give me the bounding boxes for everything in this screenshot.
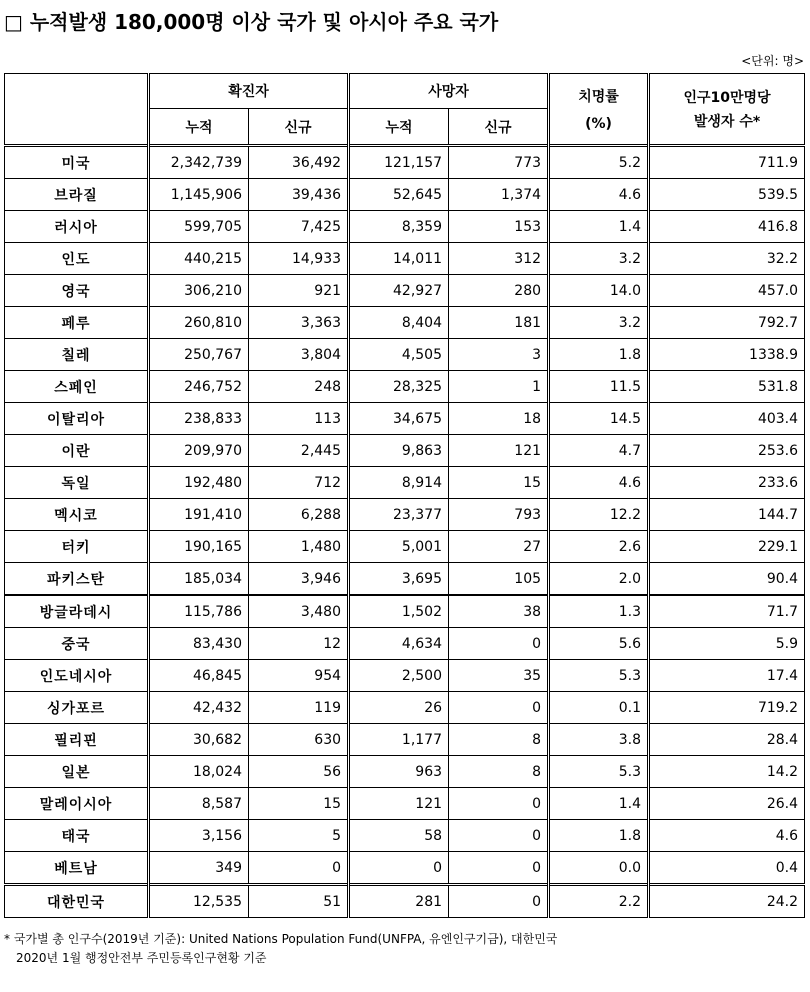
confirmed-cumulative-cell: 8,587 bbox=[149, 788, 249, 820]
deaths-cumulative-cell: 58 bbox=[349, 820, 449, 852]
deaths-new-cell: 27 bbox=[449, 531, 549, 563]
confirmed-cumulative-cell: 115,786 bbox=[149, 595, 249, 628]
deaths-new-cell: 3 bbox=[449, 339, 549, 371]
country-name-cell: 독일 bbox=[5, 467, 149, 499]
deaths-new-cell: 8 bbox=[449, 756, 549, 788]
deaths-new-cell: 153 bbox=[449, 211, 549, 243]
deaths-cumulative-cell: 3,695 bbox=[349, 563, 449, 596]
confirmed-cumulative-cell: 18,024 bbox=[149, 756, 249, 788]
confirmed-cumulative-cell: 2,342,739 bbox=[149, 146, 249, 179]
table-row bbox=[5, 146, 805, 179]
deaths-cumulative-cell: 1,177 bbox=[349, 724, 449, 756]
confirmed-cumulative-cell: 349 bbox=[149, 852, 249, 885]
cases-per-100k-cell: 403.4 bbox=[649, 403, 805, 435]
deaths-new-cell: 0 bbox=[449, 788, 549, 820]
country-name-cell: 태국 bbox=[5, 820, 149, 852]
confirmed-new-cell: 12 bbox=[249, 628, 349, 660]
fatality-rate-cell: 1.8 bbox=[549, 820, 649, 852]
country-name-cell: 필리핀 bbox=[5, 724, 149, 756]
fatality-rate-cell: 11.5 bbox=[549, 371, 649, 403]
country-name-cell: 칠레 bbox=[5, 339, 149, 371]
table-row bbox=[5, 371, 805, 403]
deaths-new-cell: 8 bbox=[449, 724, 549, 756]
fatality-rate-cell: 3.2 bbox=[549, 243, 649, 275]
confirmed-new-cell: 36,492 bbox=[249, 146, 349, 179]
per100k-header-line1: 인구10만명당 bbox=[683, 90, 771, 106]
confirmed-new-cell: 630 bbox=[249, 724, 349, 756]
deaths-cumulative-cell: 8,914 bbox=[349, 467, 449, 499]
country-name-cell: 러시아 bbox=[5, 211, 149, 243]
country-name-cell: 브라질 bbox=[5, 179, 149, 211]
per100k-header bbox=[649, 74, 805, 146]
cases-per-100k-cell: 28.4 bbox=[649, 724, 805, 756]
confirmed-cumulative-cell: 192,480 bbox=[149, 467, 249, 499]
table-row bbox=[5, 820, 805, 852]
confirmed-cumulative-cell: 30,682 bbox=[149, 724, 249, 756]
footnote bbox=[4, 930, 557, 968]
deaths-cumulative-cell: 8,359 bbox=[349, 211, 449, 243]
fatality-rate-cell: 1.3 bbox=[549, 595, 649, 628]
confirmed-new-cell: 2,445 bbox=[249, 435, 349, 467]
deaths-new-cell: 773 bbox=[449, 146, 549, 179]
confirmed-new-cell: 7,425 bbox=[249, 211, 349, 243]
cases-per-100k-cell: 416.8 bbox=[649, 211, 805, 243]
table-row bbox=[5, 660, 805, 692]
deaths-new-cell: 0 bbox=[449, 820, 549, 852]
deaths-cumulative-cell: 281 bbox=[349, 885, 449, 918]
confirmed-cumulative-cell: 83,430 bbox=[149, 628, 249, 660]
country-name-cell: 페루 bbox=[5, 307, 149, 339]
fatality-rate-cell: 1.4 bbox=[549, 211, 649, 243]
confirmed-new-cell: 921 bbox=[249, 275, 349, 307]
table-row bbox=[5, 595, 805, 628]
table-row bbox=[5, 499, 805, 531]
confirmed-new-cell: 51 bbox=[249, 885, 349, 918]
confirmed-new-cell: 3,363 bbox=[249, 307, 349, 339]
cfr-header-line2: (%) bbox=[585, 116, 612, 132]
confirmed-new-cell: 248 bbox=[249, 371, 349, 403]
deaths-new-cell: 121 bbox=[449, 435, 549, 467]
fatality-rate-cell: 4.6 bbox=[549, 467, 649, 499]
deaths-cumulative-cell: 4,505 bbox=[349, 339, 449, 371]
confirmed-cumulative-cell: 238,833 bbox=[149, 403, 249, 435]
table-row bbox=[5, 531, 805, 563]
deaths-cumulative-cell: 26 bbox=[349, 692, 449, 724]
table-row bbox=[5, 724, 805, 756]
cases-per-100k-cell: 233.6 bbox=[649, 467, 805, 499]
confirmed-cumulative-cell: 250,767 bbox=[149, 339, 249, 371]
cfr-header bbox=[549, 74, 649, 146]
table-row bbox=[5, 243, 805, 275]
deaths-new-cell: 0 bbox=[449, 628, 549, 660]
cases-per-100k-cell: 457.0 bbox=[649, 275, 805, 307]
confirmed-cumulative-header: 누적 bbox=[149, 109, 249, 146]
deaths-cumulative-cell: 121 bbox=[349, 788, 449, 820]
confirmed-new-cell: 6,288 bbox=[249, 499, 349, 531]
fatality-rate-cell: 2.2 bbox=[549, 885, 649, 918]
country-name-cell: 이탈리아 bbox=[5, 403, 149, 435]
fatality-rate-cell: 5.2 bbox=[549, 146, 649, 179]
confirmed-cumulative-cell: 191,410 bbox=[149, 499, 249, 531]
deaths-cumulative-cell: 8,404 bbox=[349, 307, 449, 339]
table-row bbox=[5, 692, 805, 724]
country-name-cell: 대한민국 bbox=[5, 885, 149, 918]
confirmed-cumulative-cell: 246,752 bbox=[149, 371, 249, 403]
deaths-new-cell: 35 bbox=[449, 660, 549, 692]
deaths-cumulative-cell: 5,001 bbox=[349, 531, 449, 563]
confirmed-new-cell: 39,436 bbox=[249, 179, 349, 211]
confirmed-cumulative-cell: 3,156 bbox=[149, 820, 249, 852]
covid-country-table bbox=[4, 73, 805, 918]
cases-per-100k-cell: 531.8 bbox=[649, 371, 805, 403]
country-name-cell: 말레이시아 bbox=[5, 788, 149, 820]
table-row bbox=[5, 211, 805, 243]
confirmed-new-cell: 14,933 bbox=[249, 243, 349, 275]
cases-per-100k-cell: 4.6 bbox=[649, 820, 805, 852]
deaths-cumulative-cell: 34,675 bbox=[349, 403, 449, 435]
unit-label: <단위: 명> bbox=[741, 54, 804, 68]
fatality-rate-cell: 5.6 bbox=[549, 628, 649, 660]
confirmed-new-header: 신규 bbox=[249, 109, 349, 146]
confirmed-new-cell: 3,946 bbox=[249, 563, 349, 596]
cases-per-100k-cell: 711.9 bbox=[649, 146, 805, 179]
deaths-cumulative-cell: 9,863 bbox=[349, 435, 449, 467]
country-name-cell: 싱가포르 bbox=[5, 692, 149, 724]
per100k-header-line2: 발생자 수* bbox=[693, 114, 761, 130]
confirmed-cumulative-cell: 306,210 bbox=[149, 275, 249, 307]
country-name-cell: 미국 bbox=[5, 146, 149, 179]
fatality-rate-cell: 4.7 bbox=[549, 435, 649, 467]
country-name-cell: 일본 bbox=[5, 756, 149, 788]
confirmed-cumulative-cell: 260,810 bbox=[149, 307, 249, 339]
cases-per-100k-cell: 90.4 bbox=[649, 563, 805, 596]
confirmed-cumulative-cell: 42,432 bbox=[149, 692, 249, 724]
fatality-rate-cell: 1.4 bbox=[549, 788, 649, 820]
cases-per-100k-cell: 1338.9 bbox=[649, 339, 805, 371]
country-name-cell: 이란 bbox=[5, 435, 149, 467]
country-name-cell: 인도네시아 bbox=[5, 660, 149, 692]
table-row bbox=[5, 467, 805, 499]
confirmed-cumulative-cell: 440,215 bbox=[149, 243, 249, 275]
country-name-cell: 스페인 bbox=[5, 371, 149, 403]
deaths-cumulative-cell: 963 bbox=[349, 756, 449, 788]
cases-per-100k-cell: 253.6 bbox=[649, 435, 805, 467]
deaths-cumulative-cell: 52,645 bbox=[349, 179, 449, 211]
deaths-cumulative-cell: 2,500 bbox=[349, 660, 449, 692]
deaths-new-cell: 105 bbox=[449, 563, 549, 596]
fatality-rate-cell: 0.0 bbox=[549, 852, 649, 885]
cases-per-100k-cell: 32.2 bbox=[649, 243, 805, 275]
table-row bbox=[5, 885, 805, 918]
table-row bbox=[5, 435, 805, 467]
deaths-new-cell: 793 bbox=[449, 499, 549, 531]
fatality-rate-cell: 2.6 bbox=[549, 531, 649, 563]
cases-per-100k-cell: 17.4 bbox=[649, 660, 805, 692]
cases-per-100k-cell: 14.2 bbox=[649, 756, 805, 788]
fatality-rate-cell: 1.8 bbox=[549, 339, 649, 371]
confirmed-new-cell: 0 bbox=[249, 852, 349, 885]
confirmed-new-cell: 3,804 bbox=[249, 339, 349, 371]
confirmed-cumulative-cell: 190,165 bbox=[149, 531, 249, 563]
confirmed-new-cell: 15 bbox=[249, 788, 349, 820]
deaths-new-cell: 1 bbox=[449, 371, 549, 403]
deaths-cumulative-header: 누적 bbox=[349, 109, 449, 146]
deaths-cumulative-cell: 0 bbox=[349, 852, 449, 885]
confirmed-header: 확진자 bbox=[149, 74, 349, 109]
country-name-cell: 베트남 bbox=[5, 852, 149, 885]
cases-per-100k-cell: 24.2 bbox=[649, 885, 805, 918]
fatality-rate-cell: 5.3 bbox=[549, 660, 649, 692]
country-name-cell: 인도 bbox=[5, 243, 149, 275]
deaths-new-cell: 1,374 bbox=[449, 179, 549, 211]
confirmed-cumulative-cell: 599,705 bbox=[149, 211, 249, 243]
cases-per-100k-cell: 71.7 bbox=[649, 595, 805, 628]
confirmed-new-cell: 5 bbox=[249, 820, 349, 852]
country-name-cell: 중국 bbox=[5, 628, 149, 660]
footnote-line2: 2020년 1월 행정안전부 주민등록인구현황 기준 bbox=[16, 951, 267, 965]
deaths-new-cell: 0 bbox=[449, 852, 549, 885]
fatality-rate-cell: 3.8 bbox=[549, 724, 649, 756]
table-row bbox=[5, 563, 805, 596]
table-row bbox=[5, 852, 805, 885]
confirmed-cumulative-cell: 185,034 bbox=[149, 563, 249, 596]
table-row bbox=[5, 628, 805, 660]
cases-per-100k-cell: 0.4 bbox=[649, 852, 805, 885]
deaths-new-cell: 0 bbox=[449, 692, 549, 724]
confirmed-cumulative-cell: 12,535 bbox=[149, 885, 249, 918]
confirmed-new-cell: 113 bbox=[249, 403, 349, 435]
table-row bbox=[5, 756, 805, 788]
footnote-line1: * 국가별 총 인구수(2019년 기준): United Nations Population Fund(UNFPA, 유엔인구기금), 대한민국 bbox=[4, 932, 558, 946]
deaths-new-cell: 312 bbox=[449, 243, 549, 275]
deaths-cumulative-cell: 121,157 bbox=[349, 146, 449, 179]
table-row bbox=[5, 339, 805, 371]
confirmed-cumulative-cell: 209,970 bbox=[149, 435, 249, 467]
deaths-cumulative-cell: 42,927 bbox=[349, 275, 449, 307]
country-name-cell: 방글라데시 bbox=[5, 595, 149, 628]
cases-per-100k-cell: 144.7 bbox=[649, 499, 805, 531]
page-title: □ 누적발생 180,000명 이상 국가 및 아시아 주요 국가 bbox=[4, 10, 499, 34]
deaths-new-header: 신규 bbox=[449, 109, 549, 146]
country-name-cell: 파키스탄 bbox=[5, 563, 149, 596]
table-row bbox=[5, 788, 805, 820]
deaths-new-cell: 280 bbox=[449, 275, 549, 307]
table-row bbox=[5, 275, 805, 307]
fatality-rate-cell: 5.3 bbox=[549, 756, 649, 788]
country-name-cell: 영국 bbox=[5, 275, 149, 307]
deaths-new-cell: 0 bbox=[449, 885, 549, 918]
deaths-header: 사망자 bbox=[349, 74, 549, 109]
cases-per-100k-cell: 5.9 bbox=[649, 628, 805, 660]
confirmed-new-cell: 119 bbox=[249, 692, 349, 724]
cases-per-100k-cell: 539.5 bbox=[649, 179, 805, 211]
confirmed-new-cell: 712 bbox=[249, 467, 349, 499]
country-header-cell bbox=[5, 74, 149, 146]
deaths-cumulative-cell: 1,502 bbox=[349, 595, 449, 628]
confirmed-cumulative-cell: 46,845 bbox=[149, 660, 249, 692]
confirmed-new-cell: 1,480 bbox=[249, 531, 349, 563]
table-row bbox=[5, 307, 805, 339]
deaths-new-cell: 15 bbox=[449, 467, 549, 499]
confirmed-new-cell: 56 bbox=[249, 756, 349, 788]
fatality-rate-cell: 0.1 bbox=[549, 692, 649, 724]
fatality-rate-cell: 14.5 bbox=[549, 403, 649, 435]
deaths-new-cell: 181 bbox=[449, 307, 549, 339]
deaths-new-cell: 18 bbox=[449, 403, 549, 435]
cases-per-100k-cell: 229.1 bbox=[649, 531, 805, 563]
deaths-cumulative-cell: 14,011 bbox=[349, 243, 449, 275]
cfr-header-line1: 치명률 bbox=[578, 89, 619, 105]
deaths-cumulative-cell: 23,377 bbox=[349, 499, 449, 531]
cases-per-100k-cell: 719.2 bbox=[649, 692, 805, 724]
deaths-cumulative-cell: 4,634 bbox=[349, 628, 449, 660]
deaths-new-cell: 38 bbox=[449, 595, 549, 628]
confirmed-new-cell: 954 bbox=[249, 660, 349, 692]
country-name-cell: 멕시코 bbox=[5, 499, 149, 531]
fatality-rate-cell: 2.0 bbox=[549, 563, 649, 596]
deaths-cumulative-cell: 28,325 bbox=[349, 371, 449, 403]
confirmed-cumulative-cell: 1,145,906 bbox=[149, 179, 249, 211]
fatality-rate-cell: 4.6 bbox=[549, 179, 649, 211]
fatality-rate-cell: 3.2 bbox=[549, 307, 649, 339]
table-row bbox=[5, 403, 805, 435]
confirmed-new-cell: 3,480 bbox=[249, 595, 349, 628]
country-name-cell: 터키 bbox=[5, 531, 149, 563]
fatality-rate-cell: 14.0 bbox=[549, 275, 649, 307]
fatality-rate-cell: 12.2 bbox=[549, 499, 649, 531]
cases-per-100k-cell: 792.7 bbox=[649, 307, 805, 339]
table-row bbox=[5, 179, 805, 211]
cases-per-100k-cell: 26.4 bbox=[649, 788, 805, 820]
